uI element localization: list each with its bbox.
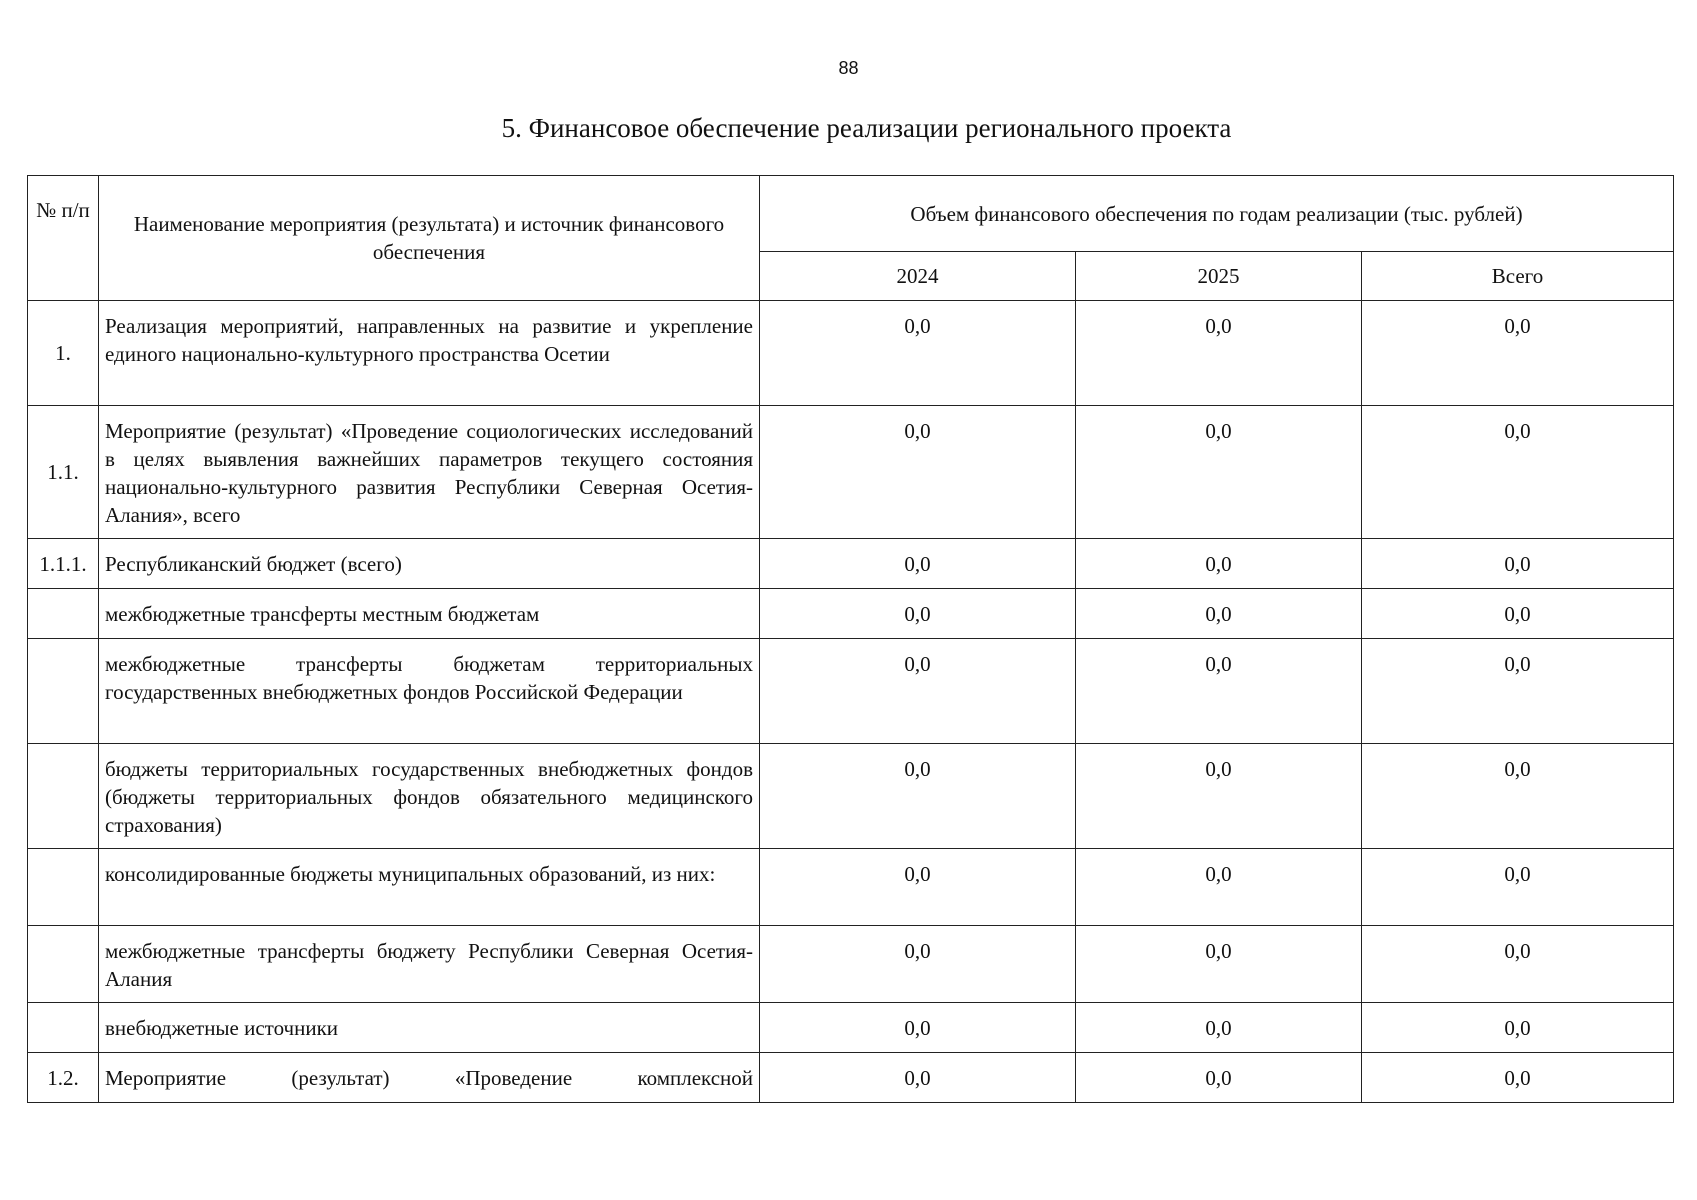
table-row (28, 301, 1674, 406)
table-row (28, 589, 1674, 639)
row-name: межбюджетные трансферты местным бюджетам (99, 589, 760, 639)
row-number (28, 639, 99, 744)
row-number: 1.2. (28, 1053, 99, 1103)
row-value-total: 0,0 (1362, 589, 1674, 639)
row-number (28, 589, 99, 639)
table-row (28, 1053, 1674, 1103)
row-value-total: 0,0 (1362, 926, 1674, 1003)
section-title: 5. Финансовое обеспечение реализации регионального проекта (501, 113, 1232, 143)
row-name: Республиканский бюджет (всего) (99, 539, 760, 589)
row-value-2025: 0,0 (1076, 926, 1362, 1003)
row-value-total: 0,0 (1362, 301, 1674, 406)
row-value-2024: 0,0 (760, 744, 1076, 849)
header-total: Всего (1362, 252, 1674, 301)
row-value-2024: 0,0 (760, 539, 1076, 589)
table-row (28, 1003, 1674, 1053)
row-number (28, 744, 99, 849)
row-value-2025: 0,0 (1076, 406, 1362, 539)
header-number: № п/п (28, 176, 99, 301)
row-value-2025: 0,0 (1076, 1053, 1362, 1103)
row-value-2025: 0,0 (1076, 589, 1362, 639)
row-name: бюджеты территориальных государственных внебюджетных фондов (бюджеты территориальных фондов обязательного медицинского страхования) (99, 744, 760, 849)
row-value-2025: 0,0 (1076, 539, 1362, 589)
table-row (28, 744, 1674, 849)
row-value-total: 0,0 (1362, 639, 1674, 744)
header-year-2025: 2025 (1076, 252, 1362, 301)
row-value-2025: 0,0 (1076, 849, 1362, 926)
row-value-2024: 0,0 (760, 1003, 1076, 1053)
row-value-total: 0,0 (1362, 1003, 1674, 1053)
table-row (28, 539, 1674, 589)
row-value-total: 0,0 (1362, 744, 1674, 849)
page-number: 88 (838, 58, 859, 78)
row-number: 1. (28, 301, 99, 406)
row-value-2025: 0,0 (1076, 744, 1362, 849)
table-row (28, 639, 1674, 744)
row-value-2025: 0,0 (1076, 1003, 1362, 1053)
row-value-2025: 0,0 (1076, 301, 1362, 406)
row-number (28, 849, 99, 926)
table-row (28, 926, 1674, 1003)
row-value-total: 0,0 (1362, 1053, 1674, 1103)
row-name: внебюджетные источники (99, 1003, 760, 1053)
table-row (28, 406, 1674, 539)
financing-table (27, 175, 1674, 1103)
table-row (28, 849, 1674, 926)
header-volume: Объем финансового обеспечения по годам реализации (тыс. рублей) (760, 176, 1674, 252)
row-value-2024: 0,0 (760, 1053, 1076, 1103)
row-value-2024: 0,0 (760, 589, 1076, 639)
row-number (28, 1003, 99, 1053)
row-value-2024: 0,0 (760, 926, 1076, 1003)
row-name: межбюджетные трансферты бюджету Республики Северная Осетия-Алания (99, 926, 760, 1003)
row-name: Реализация мероприятий, направленных на развитие и укрепление единого национально-культурного пространства Осетии (99, 301, 760, 406)
row-number: 1.1. (28, 406, 99, 539)
row-value-total: 0,0 (1362, 406, 1674, 539)
header-year-2024: 2024 (760, 252, 1076, 301)
row-name: Мероприятие (результат) «Проведение социологических исследований в целях выявления важнейших параметров текущего состояния национально-культурного развития Республики Северная Осетия-Алания», всего (99, 406, 760, 539)
row-number: 1.1.1. (28, 539, 99, 589)
row-value-2024: 0,0 (760, 849, 1076, 926)
row-value-total: 0,0 (1362, 539, 1674, 589)
row-value-2024: 0,0 (760, 406, 1076, 539)
row-name: Мероприятие (результат) «Проведение комплексной (99, 1053, 760, 1103)
row-name: консолидированные бюджеты муниципальных образований, из них: (99, 849, 760, 926)
row-name: межбюджетные трансферты бюджетам территориальных государственных внебюджетных фондов Российской Федерации (99, 639, 760, 744)
row-number (28, 926, 99, 1003)
row-value-2025: 0,0 (1076, 639, 1362, 744)
row-value-2024: 0,0 (760, 301, 1076, 406)
row-value-2024: 0,0 (760, 639, 1076, 744)
row-value-total: 0,0 (1362, 849, 1674, 926)
header-name: Наименование мероприятия (результата) и источник финансового обеспечения (99, 176, 760, 301)
